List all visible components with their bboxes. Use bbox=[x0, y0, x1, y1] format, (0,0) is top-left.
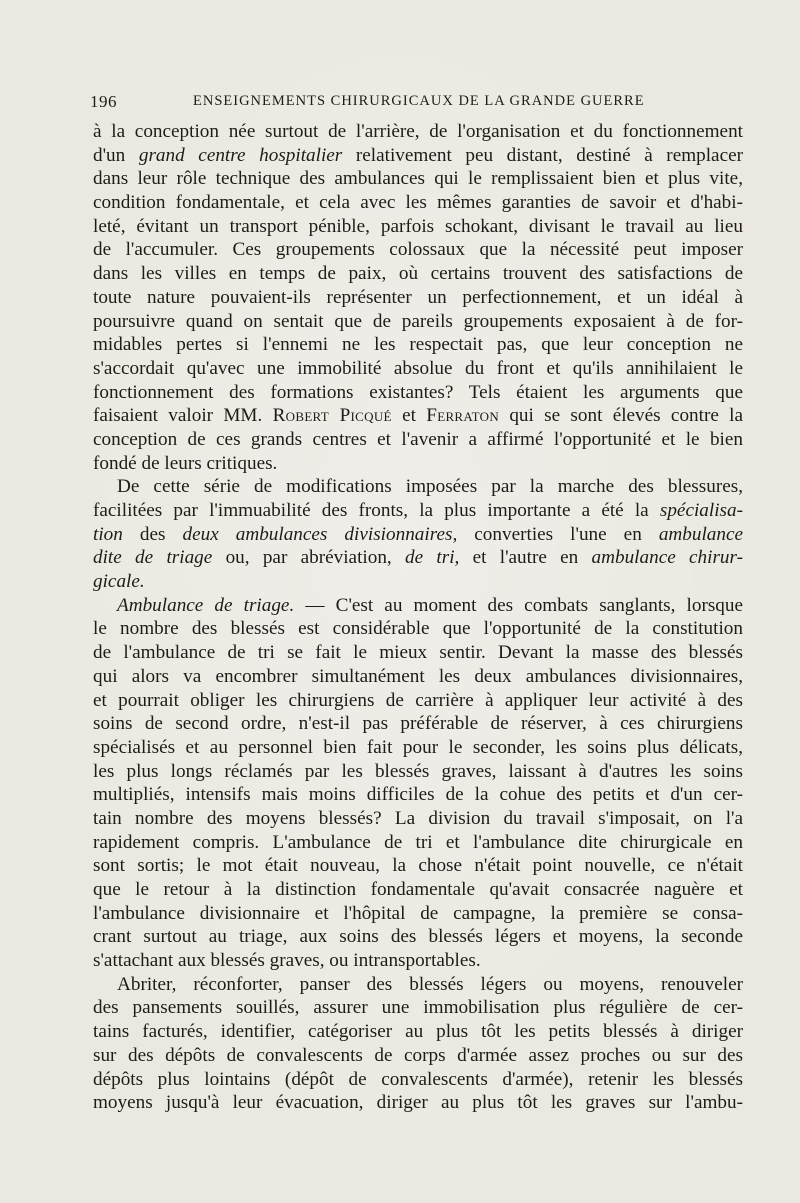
text-line: fonctionnement des formations existantes? Tels étaient les arguments que bbox=[93, 381, 743, 403]
text-line: rapidement compris. L'ambulance de tri et l'ambulance dite chirurgicale en bbox=[93, 831, 743, 853]
page-number: 196 bbox=[90, 92, 117, 111]
text-line: leté, évitant un transport pénible, parfois schokant, divisant le travail au lieu bbox=[93, 215, 743, 237]
text-line: l'ambulance divisionnaire et l'hôpital de campagne, la première se consa- bbox=[93, 902, 743, 924]
text-line: soins de second ordre, n'est-il pas préférable de réserver, à ces chirurgiens bbox=[93, 713, 743, 735]
section-heading: Ambulance de triage. bbox=[117, 594, 295, 616]
text-line: de l'ambulance de tri se fait le mieux sentir. Devant la masse des blessés bbox=[93, 642, 743, 664]
text-line: sur des dépôts de convalescents de corps d'armée assez proches ou sur des bbox=[93, 1044, 743, 1066]
text-line: s'accordait qu'avec une immobilité absolue du front et qu'ils annihilaient le bbox=[93, 357, 743, 379]
text-line: fondé de leurs critiques. bbox=[93, 452, 278, 474]
text-line: de l'accumuler. Ces groupements colossaux que la nécessité peut imposer bbox=[93, 239, 743, 261]
text-line: crant surtout au triage, aux soins des blessés légers et moyens, la seconde bbox=[93, 926, 743, 948]
text-line: dans leur rôle technique des ambulances qui le remplissaient bien et plus vite, bbox=[93, 168, 743, 190]
text-line: conception de ces grands centres et l'avenir a affirmé l'opportunité et le bien bbox=[93, 428, 743, 450]
text-line: condition fondamentale, et cela avec les mêmes garanties de savoir et d'habi- bbox=[93, 192, 743, 214]
text-line: toute nature pouvaient-ils représenter un perfectionnement, et un idéal à bbox=[93, 286, 743, 308]
text-line: multipliés, intensifs mais moins difficiles de la cohue des petits et d'un cer- bbox=[93, 784, 743, 806]
text-line: dépôts plus lointains (dépôt de convalescents d'armée), retenir les blessés bbox=[93, 1068, 743, 1090]
text-line: faisaient valoir MM. Robert Picqué et Ferraton qui se sont élevés contre la bbox=[93, 405, 743, 427]
text-line: De cette série de modifications imposées par la marche des blessures, bbox=[117, 476, 743, 498]
text-line: facilitées par l'immuabilité des fronts, la plus importante a été la spécialisa- bbox=[93, 500, 743, 521]
text-line: à la conception née surtout de l'arrière, de l'organisation et du fonctionnement bbox=[93, 121, 743, 142]
text-line: moyens jusqu'à leur évacuation, diriger au plus tôt les graves sur l'ambu- bbox=[93, 1092, 743, 1114]
text-line: spécialisés et au personnel bien fait pour le seconder, les soins plus délicats, bbox=[93, 736, 743, 758]
text-line: des pansements souillés, assurer une immobilisation plus régulière de cer- bbox=[93, 997, 743, 1019]
text-line: midables pertes si l'ennemi ne les respectait pas, que leur conception ne bbox=[93, 334, 743, 356]
text-line: tion des deux ambulances divisionnaires, converties l'une en ambulance bbox=[93, 523, 743, 545]
running-head: ENSEIGNEMENTS CHIRURGICAUX DE LA GRANDE GUERRE bbox=[193, 93, 645, 109]
author-name: Ferraton bbox=[426, 405, 500, 427]
text-line: sont sortis; le mot était nouveau, la chose n'était point nouvelle, ce n'était bbox=[93, 855, 743, 877]
author-name: Robert Picqué bbox=[272, 405, 392, 427]
body-text bbox=[93, 120, 743, 1115]
text-line: tains facturés, identifier, catégoriser au plus tôt les petits blessés à diriger bbox=[93, 1021, 743, 1043]
text-line: gicale. bbox=[93, 571, 145, 593]
text-line: que le retour à la distinction fondamentale qu'avait consacrée naguère et bbox=[93, 879, 743, 900]
section-heading-line: Ambulance de triage. — C'est au moment des combats sanglants, lorsque bbox=[117, 594, 743, 616]
text-line: et pourrait obliger les chirurgiens de carrière à appliquer leur activité à des bbox=[93, 689, 743, 711]
text-line: les plus longs réclamés par les blessés graves, laissant à d'autres les soins bbox=[93, 760, 743, 782]
text-line: le nombre des blessés est considérable que l'opportunité de la constitution bbox=[93, 618, 743, 640]
page-header bbox=[90, 92, 740, 116]
text-line: d'un grand centre hospitalier relativement peu distant, destiné à remplacer bbox=[93, 144, 743, 166]
text-line: dans les villes en temps de paix, où certains trouvent des satisfactions de bbox=[93, 263, 743, 285]
text-line: poursuivre quand on sentait que de pareils groupements exposaient à de for- bbox=[93, 310, 743, 332]
text-line: s'attachant aux blessés graves, ou intransportables. bbox=[93, 950, 481, 972]
text-line: dite de triage ou, par abréviation, de tri, et l'autre en ambulance chirur- bbox=[93, 547, 743, 569]
text-line: Abriter, réconforter, panser des blessés légers ou moyens, renouveler bbox=[117, 973, 743, 995]
text-line: tain nombre des moyens blessés? La division du travail s'imposait, on l'a bbox=[93, 807, 743, 829]
text-line: qui alors va encombrer simultanément les deux ambulances divisionnaires, bbox=[93, 665, 743, 687]
